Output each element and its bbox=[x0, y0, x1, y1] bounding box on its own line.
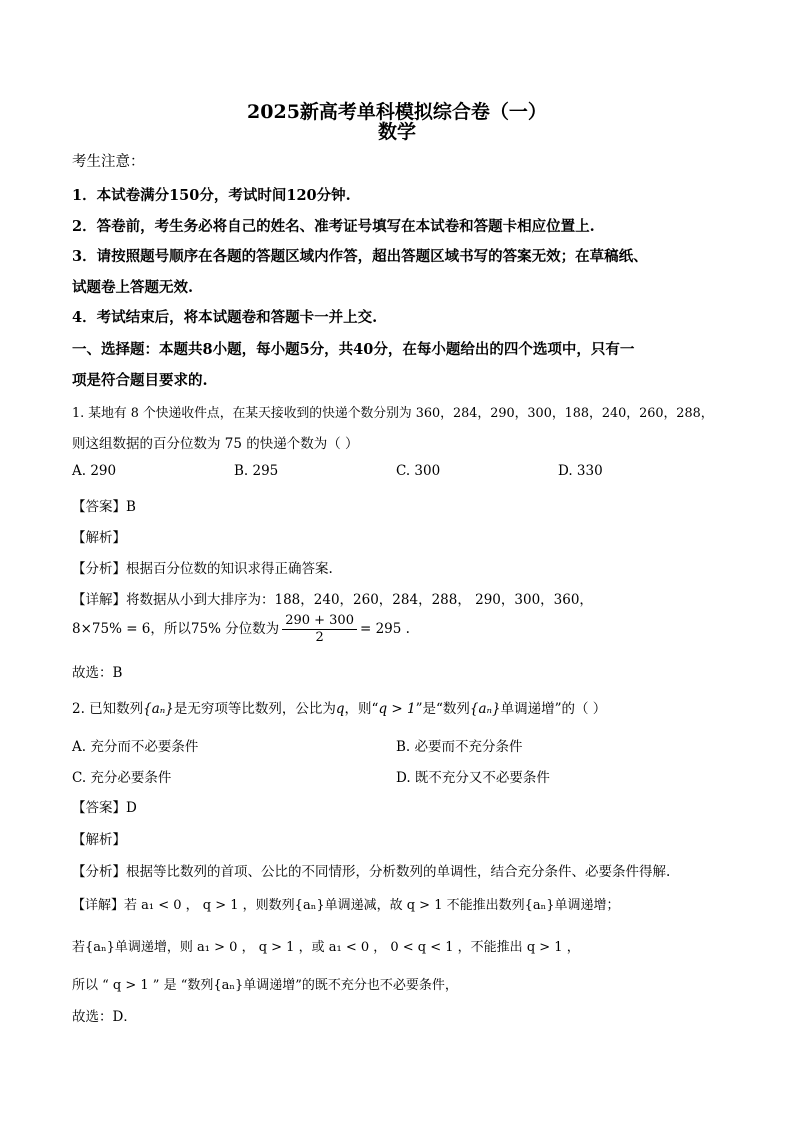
q1-fraction-numerator: 290 + 300 bbox=[282, 613, 357, 630]
q1-stem-line-2: 则这组数据的百分位数为 75 的快递个数为（ ） bbox=[72, 436, 359, 452]
q1-option-b: B. 295 bbox=[234, 463, 279, 479]
q1-stem-line-1: 1. 某地有 8 个快递收件点，在某天接收到的快递个数分别为 360，284，290，300，188，240，260，288， bbox=[72, 406, 714, 421]
q1-fraction-denominator: 2 bbox=[315, 630, 324, 645]
q2-detail-line-1: 【详解】若 a₁ < 0 ， q > 1 ，则数列{aₙ}单调递减，故 q > 1 不能推出数列{aₙ}单调递增； bbox=[72, 898, 620, 913]
q2-stem-part-5: 单调递增”的（ ） bbox=[500, 701, 607, 717]
q2-detail-line-3: 所以 “ q > 1 ” 是 “数列{aₙ}单调递增”的既不充分也不必要条件， bbox=[72, 978, 458, 993]
q2-detail-line-2: 若{aₙ}单调递增，则 a₁ > 0 ， q > 1 ，或 a₁ < 0 ， 0 < q < 1 ，不能推出 q > 1 ， bbox=[72, 940, 580, 955]
q1-analysis: 【分析】根据百分位数的知识求得正确答案. bbox=[72, 561, 333, 577]
q2-stem-part-4: ”是“数列 bbox=[415, 701, 470, 717]
q2-answer: 【答案】D bbox=[72, 800, 137, 816]
q1-option-d: D. 330 bbox=[558, 463, 603, 479]
q1-option-a: A. 290 bbox=[72, 463, 117, 479]
q2-condition: q > 1 bbox=[378, 701, 416, 717]
q1-detail-text: 8×75% = 6，所以75% 分位数为 bbox=[72, 621, 280, 637]
section-heading-line-1: 一、选择题：本题共8小题，每小题5分，共40分，在每小题给出的四个选项中，只有一 bbox=[72, 341, 635, 358]
q1-choice: 故选：B bbox=[72, 665, 123, 681]
q2-choice: 故选：D． bbox=[72, 1009, 137, 1025]
q1-option-c: C. 300 bbox=[396, 463, 441, 479]
notice-item-4: 4．考试结束后，将本试题卷和答题卡一并上交. bbox=[72, 309, 378, 326]
exam-title: 2025新高考单科模拟综合卷（一） bbox=[247, 101, 547, 123]
q1-answer: 【答案】B bbox=[72, 499, 136, 515]
q2-sequence-1: {aₙ} bbox=[143, 701, 174, 717]
q1-detail-line-2 bbox=[72, 613, 410, 646]
q2-stem-part-3: ，则“ bbox=[344, 701, 379, 717]
section-heading-line-2: 项是符合题目要求的. bbox=[72, 372, 208, 389]
notice-item-2: 2．答卷前，考生务必将自己的姓名、准考证号填写在本试卷和答题卡相应位置上. bbox=[72, 218, 595, 235]
q1-fraction bbox=[282, 613, 357, 646]
q2-analysis: 【分析】根据等比数列的首项、公比的不同情形，分析数列的单调性，结合充分条件、必要条件得解. bbox=[72, 864, 671, 880]
q2-stem-part-1: 2. 已知数列 bbox=[72, 701, 144, 717]
q2-ratio: q bbox=[335, 701, 345, 717]
notice-item-1: 1．本试卷满分150分，考试时间120分钟. bbox=[72, 187, 351, 204]
notice-item-3-line-1: 3．请按照题号顺序在各题的答题区域内作答，超出答题区域书写的答案无效；在草稿纸、 bbox=[72, 248, 648, 265]
q1-detail-line-1: 【详解】将数据从小到大排序为：188，240，260，284，288， 290，300，360， bbox=[72, 592, 593, 608]
q2-stem bbox=[72, 697, 606, 717]
q1-analysis-label: 【解析】 bbox=[72, 530, 126, 546]
q2-option-a: A. 充分而不必要条件 bbox=[72, 739, 199, 755]
q2-option-d: D. 既不充分又不必要条件 bbox=[396, 770, 550, 786]
q2-option-b: B. 必要而不充分条件 bbox=[396, 739, 523, 755]
q2-sequence-2: {aₙ} bbox=[469, 701, 501, 717]
q2-stem-part-2: 是无穷项等比数列，公比为 bbox=[173, 701, 336, 717]
notice-heading: 考生注意： bbox=[72, 154, 145, 170]
notice-item-3-line-2: 试题卷上答题无效. bbox=[72, 279, 194, 296]
exam-subject: 数学 bbox=[377, 121, 416, 143]
q2-analysis-label: 【解析】 bbox=[72, 832, 126, 848]
q2-option-c: C. 充分必要条件 bbox=[72, 770, 172, 786]
q1-detail-result: = 295 . bbox=[359, 621, 410, 637]
